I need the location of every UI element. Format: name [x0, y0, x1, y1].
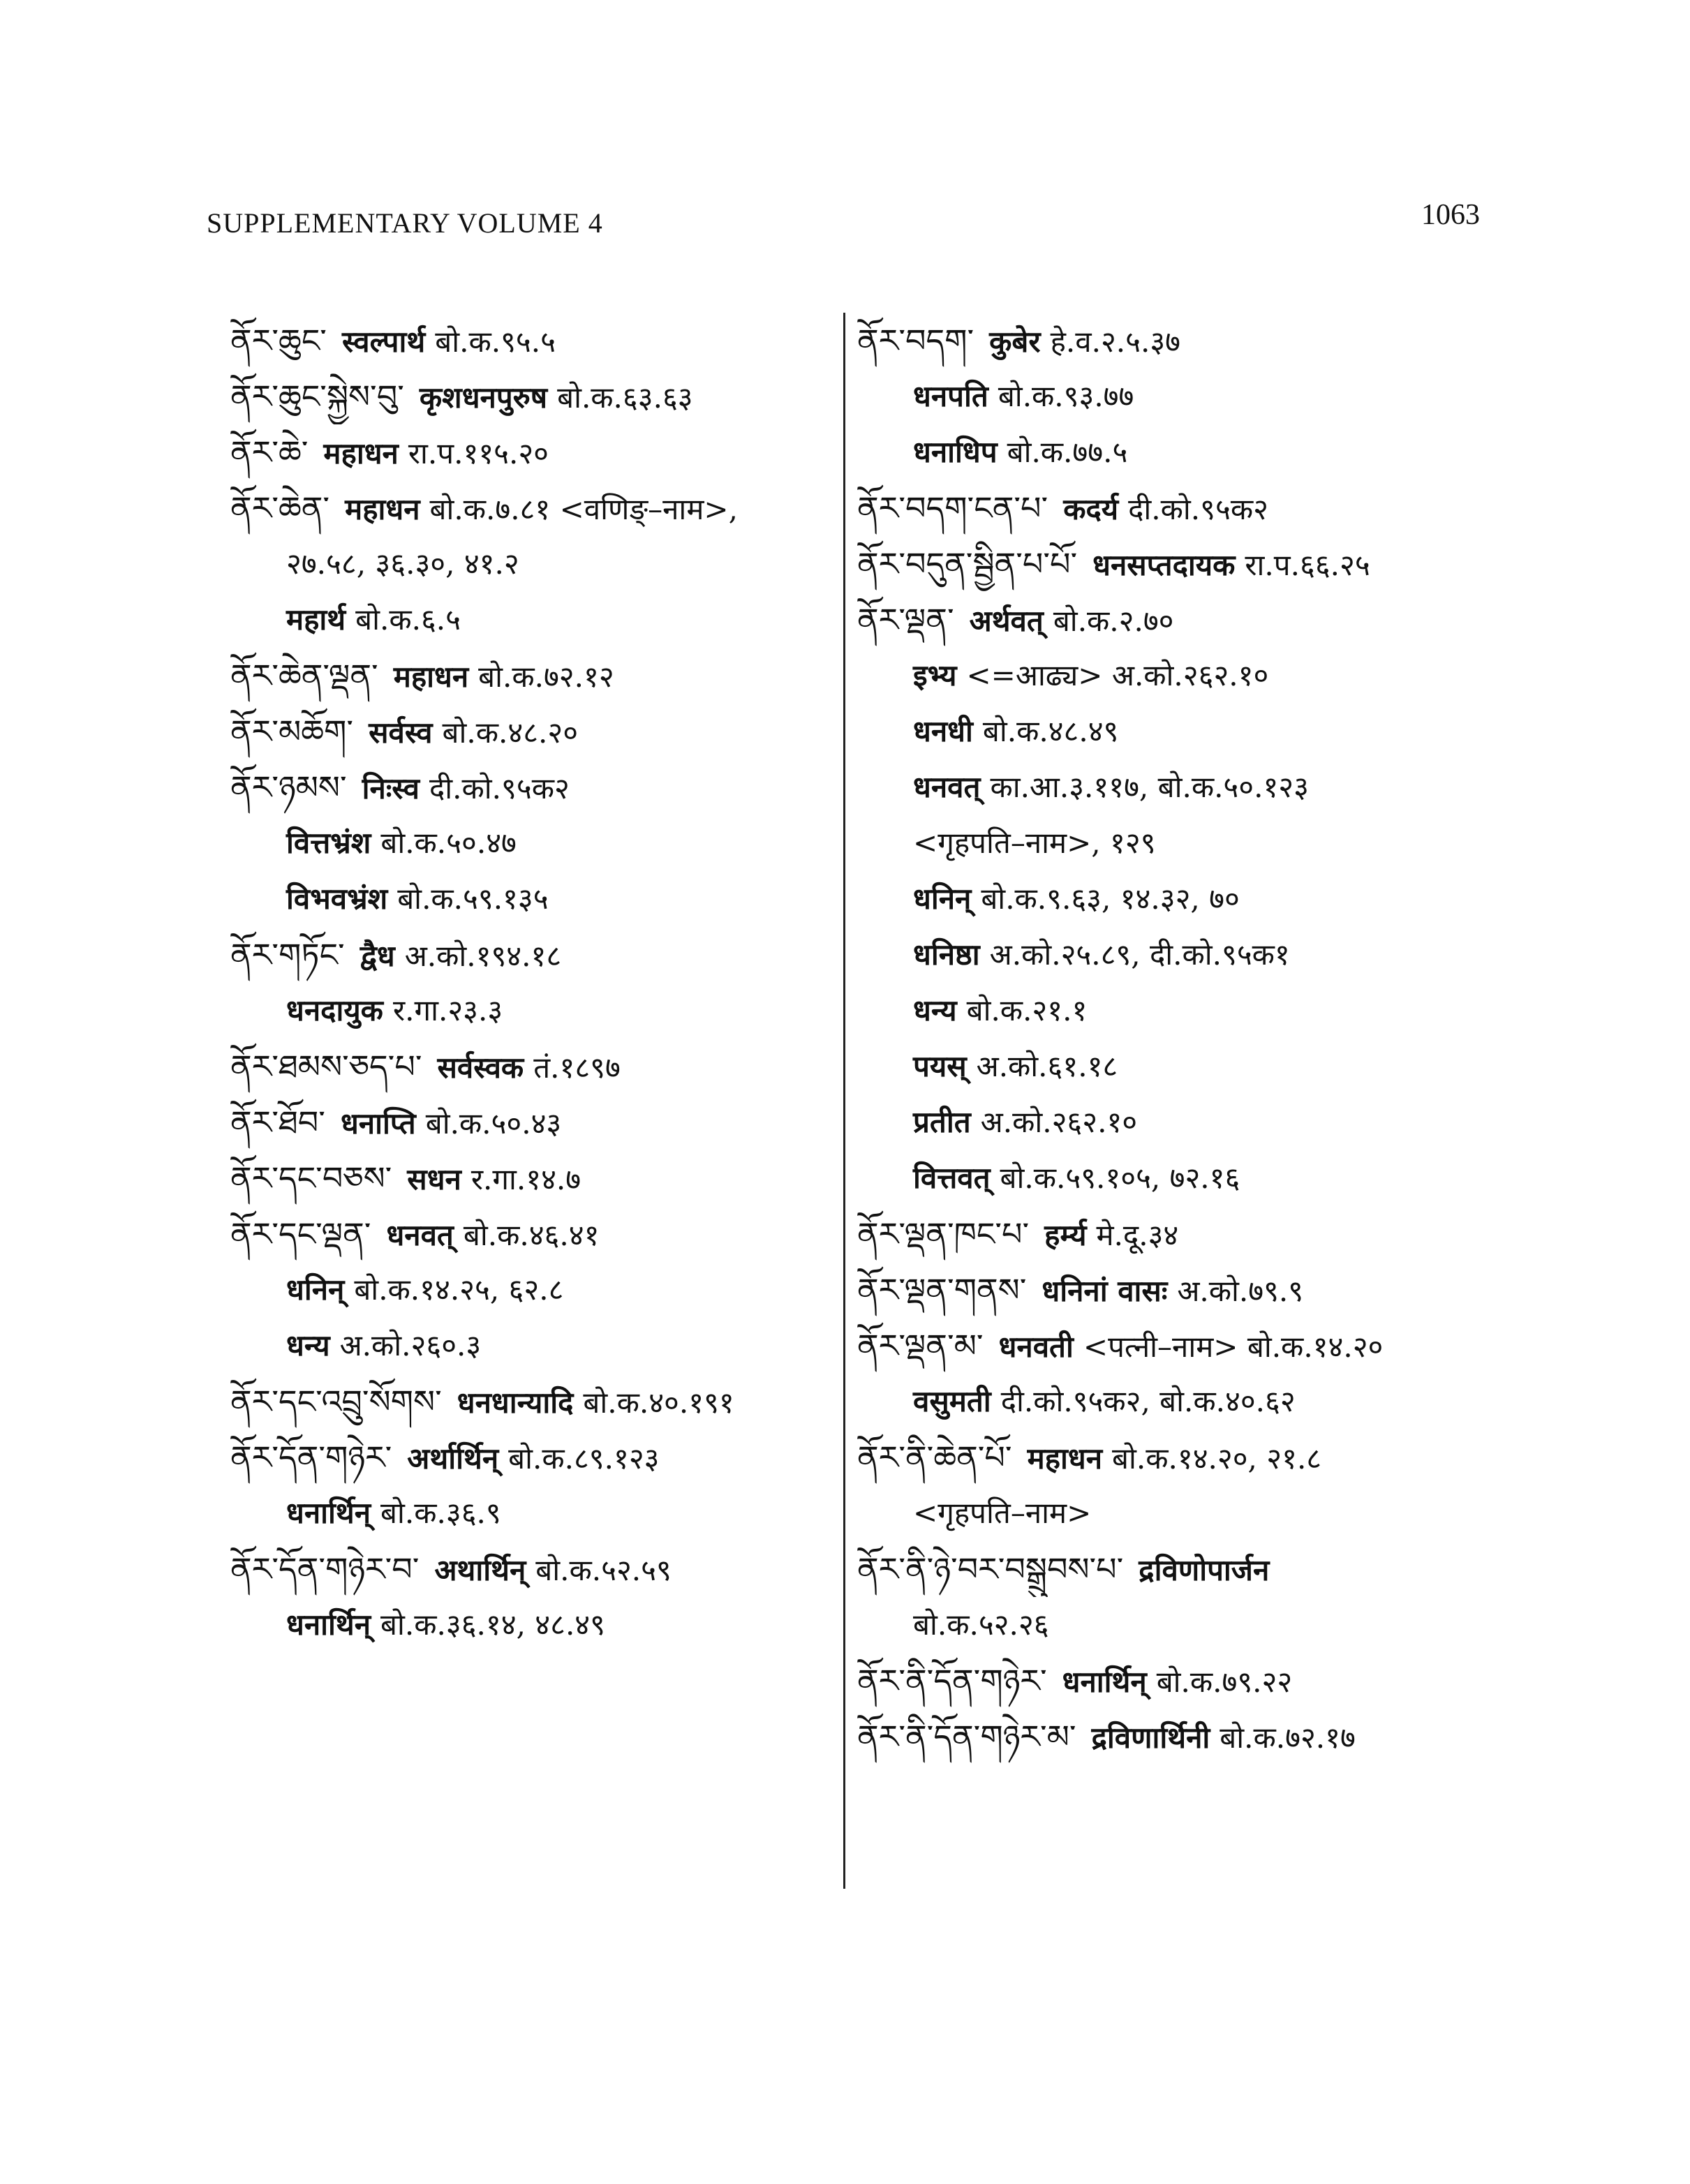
- dictionary-entry: [230, 1429, 845, 1485]
- source-reference: <गृहपति–नाम>: [913, 1496, 1092, 1530]
- sanskrit-equivalent: धनधी: [913, 714, 973, 748]
- sanskrit-equivalent: महाधन: [345, 492, 420, 526]
- dictionary-entry: [857, 1429, 1513, 1485]
- source-reference: बो.क.७२.१७: [1220, 1721, 1356, 1755]
- sanskrit-equivalent: धनाधिप: [913, 435, 998, 469]
- tibetan-headword: ནོར་དང་འབྲུ་སོགས་: [230, 1383, 442, 1420]
- tibetan-headword: ནོར་ལྡན་གནས་: [857, 1271, 1027, 1309]
- source-reference: अ.को.७९.९: [1177, 1274, 1304, 1308]
- sanskrit-equivalent: धनाप्ति: [340, 1106, 416, 1141]
- sanskrit-equivalent: स्वल्पार्थ: [341, 325, 426, 359]
- source-reference: रा.प.६६.२५: [1245, 548, 1370, 582]
- source-reference: हे.व.२.५.३७: [1050, 325, 1181, 359]
- tibetan-headword: ནོར་ནི་ཉེ་བར་བསྒྲུབས་པ་: [857, 1550, 1124, 1588]
- sub-entry: [857, 927, 1513, 983]
- sanskrit-equivalent: अथार्थिन्: [434, 1553, 526, 1587]
- tibetan-headword: ནོར་ཆེན་ལྡན་: [230, 657, 378, 694]
- sub-entry: [857, 1485, 1513, 1541]
- source-reference: २७.५८, ३६.३०, ४१.२: [286, 547, 519, 581]
- source-reference: दी.को.९५क२: [429, 771, 570, 805]
- source-reference: अ.को.२५.८९, दी.को.९५क१: [989, 937, 1290, 972]
- sub-entry: [857, 815, 1513, 871]
- tibetan-headword: ནོར་ཆུང་སྐྱེས་བུ་: [230, 378, 404, 415]
- tibetan-headword: ནོར་ནི་དོན་གཉེར་མ་: [857, 1718, 1076, 1755]
- source-reference: बो.क.५२.२६: [913, 1607, 1049, 1642]
- dictionary-entry: [857, 1318, 1513, 1374]
- source-reference: बो.क.९३.७७: [998, 379, 1134, 413]
- tibetan-headword: ནོར་དང་ལྡན་: [230, 1215, 371, 1253]
- sanskrit-equivalent: धन्य: [913, 993, 957, 1027]
- sanskrit-equivalent: विभवभ्रंश: [286, 882, 388, 916]
- source-reference: अ.को.२६२.१०: [980, 1105, 1138, 1139]
- sub-entry: [857, 759, 1513, 815]
- tibetan-headword: ནོར་བདག་: [857, 322, 974, 359]
- source-reference: बो.क.३६.१४, ४८.४९: [380, 1607, 605, 1642]
- tibetan-headword: ནོར་ནི་དོན་གཉེར་: [857, 1662, 1047, 1700]
- sanskrit-equivalent: महाधन: [1027, 1441, 1103, 1476]
- sub-entry: [857, 704, 1513, 759]
- dictionary-entry: [857, 1541, 1513, 1597]
- tibetan-headword: ནོར་ཆེན་: [230, 489, 330, 527]
- sanskrit-equivalent: अर्थार्थिन्: [407, 1441, 499, 1476]
- sanskrit-equivalent: अर्थवत्: [969, 604, 1044, 638]
- tibetan-headword: ནོར་ཐོབ་: [230, 1104, 325, 1141]
- dictionary-entry: [230, 1206, 845, 1262]
- source-reference: का.आ.३.११७, बो.क.५०.१२३: [990, 770, 1309, 804]
- source-reference: अ.को.६१.१८: [976, 1049, 1118, 1083]
- source-reference: तं.१८९७: [533, 1050, 621, 1085]
- source-reference: बो.क.२१.१: [966, 993, 1088, 1027]
- sub-entry: [230, 815, 845, 871]
- source-reference: <=आढ्य> अ.को.२६२.१०: [966, 658, 1269, 692]
- sanskrit-equivalent: धनार्थिन्: [286, 1607, 371, 1642]
- dictionary-entry: [230, 927, 845, 983]
- tibetan-headword: ནོར་ནི་ཆེན་པོ་: [857, 1439, 1012, 1476]
- tibetan-headword: ནོར་དང་བཅས་: [230, 1159, 392, 1197]
- source-reference: बो.क.८९.१२३: [508, 1441, 660, 1476]
- sanskrit-equivalent: महार्थ: [286, 602, 346, 637]
- sanskrit-equivalent: धनवत्: [386, 1218, 454, 1252]
- sanskrit-equivalent: धनसप्तदायक: [1092, 548, 1236, 582]
- sanskrit-equivalent: निःस्व: [362, 771, 420, 805]
- sanskrit-equivalent: महाधन: [393, 660, 469, 694]
- sanskrit-equivalent: धनवत्: [913, 770, 981, 804]
- dictionary-entry: [857, 592, 1513, 648]
- sub-entry: [857, 1039, 1513, 1094]
- sub-entry: [857, 983, 1513, 1039]
- dictionary-entry: [230, 648, 845, 704]
- sub-entry: [230, 983, 845, 1039]
- left-column: [230, 313, 845, 1653]
- dictionary-entry: [230, 1150, 845, 1206]
- dictionary-entry: [230, 1374, 845, 1429]
- source-reference: बो.क.४८.४९: [982, 714, 1119, 748]
- sanskrit-equivalent: महाधन: [323, 436, 399, 470]
- sub-entry: [857, 1150, 1513, 1206]
- source-reference: बो.क.७९.२२: [1156, 1665, 1293, 1699]
- sub-entry: [857, 424, 1513, 480]
- source-reference: बो.क.३६.९: [380, 1496, 501, 1530]
- sanskrit-equivalent: धनिनां वासः: [1042, 1274, 1168, 1308]
- source-reference: अ.को.२६०.३: [339, 1328, 482, 1362]
- tibetan-headword: ནོར་ལྡན་ཁང་པ་: [857, 1215, 1030, 1253]
- sanskrit-equivalent: वसुमती: [913, 1384, 991, 1418]
- dictionary-entry: [230, 480, 845, 536]
- sanskrit-equivalent: धन्य: [286, 1328, 330, 1362]
- source-reference: बो.क.४८.२०: [442, 715, 579, 750]
- sanskrit-equivalent: प्रतीत: [913, 1105, 971, 1139]
- dictionary-entry: [857, 313, 1513, 369]
- sanskrit-equivalent: इभ्य: [913, 658, 957, 692]
- source-reference: बो.क.१४.२०, २१.८: [1112, 1441, 1322, 1476]
- source-reference: बो.क.६३.६३: [557, 380, 693, 415]
- sanskrit-equivalent: हर्म्य: [1044, 1218, 1087, 1252]
- sanskrit-equivalent: सधन: [407, 1162, 461, 1196]
- dictionary-entry: [230, 369, 845, 424]
- sanskrit-equivalent: धनिन्: [913, 882, 972, 916]
- source-reference: बो.क.५०.४७: [380, 826, 517, 860]
- tibetan-headword: ནོར་དོན་གཉེར་: [230, 1439, 392, 1476]
- source-reference: मे.दू.३४: [1096, 1218, 1179, 1252]
- dictionary-entry: [857, 1262, 1513, 1318]
- source-reference: रा.प.११५.२०: [408, 436, 549, 470]
- sanskrit-equivalent: कृशधनपुरुष: [419, 380, 548, 415]
- sanskrit-equivalent: धनदायुक: [286, 993, 383, 1027]
- sub-entry: [857, 1374, 1513, 1429]
- sub-entry: [857, 1597, 1513, 1653]
- sanskrit-equivalent: सर्वस्वक: [437, 1050, 524, 1085]
- sanskrit-equivalent: धनपति: [913, 379, 988, 413]
- tibetan-headword: ནོར་ཉམས་: [230, 768, 347, 806]
- sanskrit-equivalent: धनार्थिन्: [286, 1496, 371, 1530]
- sub-entry: [230, 1597, 845, 1653]
- source-reference: बो.क.४०.१९१: [583, 1386, 734, 1420]
- tibetan-headword: ནོར་དོན་གཉེར་བ་: [230, 1550, 420, 1588]
- tibetan-headword: ནོར་ལྡན་: [857, 601, 954, 639]
- running-head: SUPPLEMENTARY VOLUME 4: [207, 207, 603, 239]
- dictionary-entry: [230, 759, 845, 815]
- sub-entry: [857, 648, 1513, 704]
- dictionary-entry: [857, 480, 1513, 536]
- sanskrit-equivalent: वित्तवत्: [913, 1161, 991, 1195]
- dictionary-entry: [230, 1541, 845, 1597]
- sanskrit-equivalent: द्रविणार्थिनी: [1091, 1721, 1210, 1755]
- dictionary-entry: [857, 1709, 1513, 1765]
- dictionary-entry: [857, 1653, 1513, 1709]
- sanskrit-equivalent: धनार्थिन्: [1062, 1665, 1147, 1699]
- page-number: 1063: [1421, 199, 1480, 231]
- sub-entry: [230, 592, 845, 648]
- sanskrit-equivalent: सर्वस्व: [369, 715, 433, 750]
- dictionary-entry: [857, 536, 1513, 592]
- sanskrit-equivalent: धनधान्यादि: [457, 1386, 574, 1420]
- sub-entry: [857, 871, 1513, 927]
- source-reference: बो.क.७७.५: [1007, 435, 1128, 469]
- sanskrit-equivalent: पयस्: [913, 1049, 967, 1083]
- source-reference: बो.क.४६.४१: [463, 1218, 600, 1252]
- sub-entry: [857, 369, 1513, 424]
- dictionary-entry: [230, 1039, 845, 1094]
- source-reference: बो.क.१४.२५, ६२.८: [354, 1272, 564, 1307]
- sub-entry: [230, 871, 845, 927]
- sub-entry: [857, 1094, 1513, 1150]
- sanskrit-equivalent: धनवती: [998, 1330, 1074, 1364]
- sub-entry: [230, 1318, 845, 1374]
- sanskrit-equivalent: द्वैध: [360, 939, 395, 973]
- column-divider: [843, 313, 845, 1889]
- right-column: [857, 313, 1513, 1765]
- sanskrit-equivalent: धनिष्ठा: [913, 937, 980, 972]
- source-reference: बो.क.५०.४३: [425, 1106, 562, 1141]
- source-reference: दी.को.९५क२: [1128, 492, 1268, 526]
- tibetan-headword: ནོར་ཆེ་: [230, 433, 309, 471]
- source-reference: अ.को.१९४.१८: [404, 939, 562, 973]
- source-reference: दी.को.९५क२, बो.क.४०.६२: [1000, 1384, 1296, 1418]
- source-reference: बो.क.२.७०: [1053, 604, 1174, 638]
- sub-entry: [230, 1485, 845, 1541]
- tibetan-headword: ནོར་བདག་ངན་པ་: [857, 489, 1048, 527]
- dictionary-entry: [230, 1094, 845, 1150]
- source-reference: <गृहपति–नाम>, १२९: [913, 826, 1156, 860]
- source-reference: बो.क.५९.१३५: [397, 882, 549, 916]
- source-reference: बो.क.६.५: [355, 602, 461, 637]
- sanskrit-equivalent: धनिन्: [286, 1272, 345, 1307]
- sanskrit-equivalent: कुबेर: [989, 325, 1041, 359]
- dictionary-entry: [230, 313, 845, 369]
- source-reference: बो.क.५२.५९: [535, 1553, 672, 1587]
- source-reference: र.गा.१४.७: [470, 1162, 581, 1196]
- source-reference: बो.क.९.६३, १४.३२, ७०: [981, 882, 1240, 916]
- tibetan-headword: ནོར་ལྡན་མ་: [857, 1327, 984, 1365]
- source-reference: बो.क.७२.१२: [478, 660, 614, 694]
- dictionary-entry: [857, 1206, 1513, 1262]
- source-reference: <पत्नी–नाम> बो.क.१४.२०: [1083, 1330, 1384, 1364]
- sanskrit-equivalent: कदर्य: [1063, 492, 1119, 526]
- sub-entry: [230, 536, 845, 592]
- source-reference: बो.क.५९.१०५, ७२.१६: [1000, 1161, 1240, 1195]
- dictionary-entry: [230, 424, 845, 480]
- source-reference: र.गा.२३.३: [392, 993, 503, 1027]
- sanskrit-equivalent: वित्तभ्रंश: [286, 826, 371, 860]
- dictionary-entry: [230, 704, 845, 759]
- source-reference: बो.क.९५.५: [435, 325, 556, 359]
- source-reference: बो.क.७.८१ <वणिङ्–नाम>,: [429, 492, 738, 526]
- sanskrit-equivalent: द्रविणोपार्जन: [1139, 1553, 1270, 1587]
- tibetan-headword: ནོར་མཆོག་: [230, 713, 354, 750]
- sub-entry: [230, 1262, 845, 1318]
- tibetan-headword: ནོར་ཐམས་ཅད་པ་: [230, 1048, 422, 1085]
- tibetan-headword: ནོར་གཏོང་: [230, 936, 345, 974]
- tibetan-headword: ནོར་བདུན་སྦྱིན་པ་པོ་: [857, 545, 1078, 583]
- tibetan-headword: ནོར་ཆུང་: [230, 322, 327, 359]
